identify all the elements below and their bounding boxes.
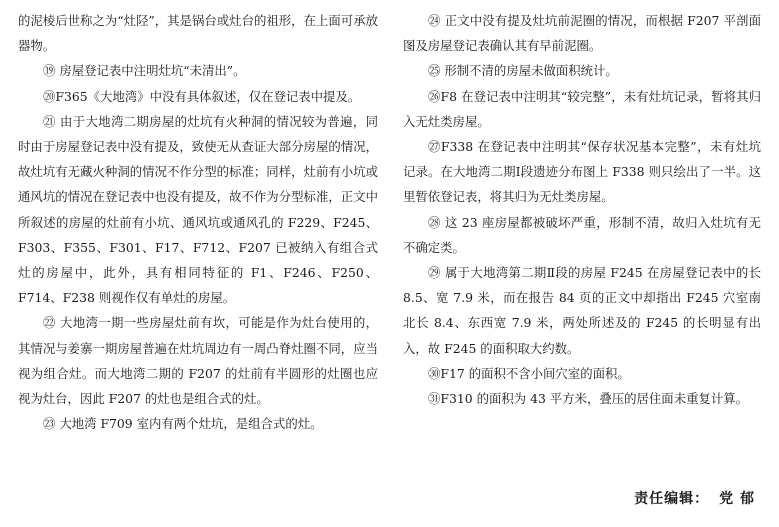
footnote-30: ㉚F17 的面积不含小间穴室的面积。	[428, 365, 630, 381]
footnote-21: ㉑ 由于大地湾二期房屋的灶坑有火种洞的情况较为普遍，同时由于房屋登记表中没有提及，致使无从查证大部分房屋的情况，故灶坑有无藏火种洞的情况不作分型的标准；同样，灶前有小坑或通风坑的情况在登记表中也没有提及，故不作为分型标准，正文中所叙述的房屋的灶前有小坑、通风坑或通风孔的 F229、F245、F303、F355、F301、F17、F712、F207 已被纳入有组合式灶的房屋中，此外，具有相同特征的 F1、F246、F250、F714、F238 则视作仅有单灶的房屋。	[18, 113, 378, 306]
footnote-23: ㉓ 大地湾 F709 室内有两个灶坑，是组合式的灶。	[43, 416, 323, 432]
footnote-25: ㉕ 形制不清的房屋未做面积统计。	[428, 63, 618, 79]
footnote-27: ㉗F338 在登记表中注明其“保存状况基本完整”，未有灶坑记录。在大地湾二期Ⅰ段遗迹分布图上 F338 则只绘出了一半。这里暂依登记表，将其归为无灶类房屋。	[403, 139, 761, 205]
editor-name: 党 郁	[719, 491, 755, 507]
footnote-19: ⑲ 房屋登记表中注明灶坑“未清出”。	[43, 63, 246, 79]
footnote-31: ㉛F310 的面积为 43 平方米，叠压的居住面未重复计算。	[428, 391, 749, 407]
footnote-continued: 的泥棱后世称之为“灶陉”，其是锅台或灶台的祖形，在上面可承放器物。	[18, 13, 378, 54]
footnote-28: ㉘ 这 23 座房屋都被破坏严重，形制不清，故归入灶坑有无不确定类。	[403, 214, 761, 255]
responsible-editor	[634, 488, 755, 508]
footnote-26: ㉖F8 在登记表中注明其“较完整”，未有灶坑记录，暂将其归入无灶类房屋。	[403, 88, 761, 129]
footnote-24: ㉔ 正文中没有提及灶坑前泥圈的情况，而根据 F207 平剖面图及房屋登记表确认其有早前泥圈。	[403, 13, 761, 54]
footnote-20: ⑳F365《大地湾》中没有具体叙述，仅在登记表中提及。	[43, 88, 361, 104]
editor-label: 责任编辑：	[634, 491, 710, 507]
footnote-22: ㉒ 大地湾一期一些房屋灶前有坎，可能是作为灶台使用的，其情况与姜寨一期房屋普遍在灶坑周边有一周凸脊灶圈不同，应当视为组合灶。而大地湾二期的 F207 的灶前有半圆形的灶圈也应视为灶台，因此 F207 的灶也是组合式的灶。	[18, 315, 378, 407]
right-column	[403, 8, 761, 411]
left-column	[18, 8, 378, 436]
footnote-29: ㉙ 属于大地湾第二期Ⅱ段的房屋 F245 在房屋登记表中的长 8.5、宽 7.9 米，而在报告 84 页的正文中却指出 F245 穴室南北长 8.4、东西宽 7.9 米，两处所述及的 F245 的长明显有出入，故 F245 的面积取大约数。	[403, 265, 761, 356]
